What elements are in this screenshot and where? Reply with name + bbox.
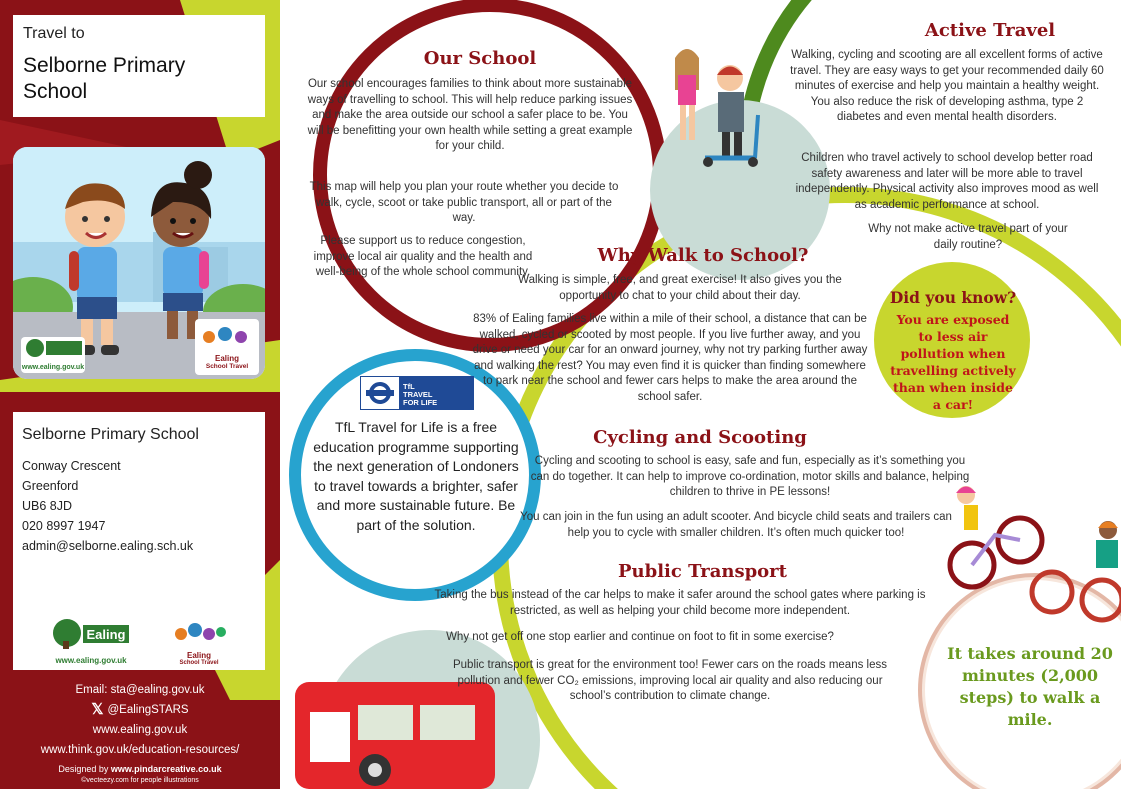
tfl-roundel-icon [361, 377, 399, 409]
contact-website[interactable]: www.ealing.gov.uk [92, 724, 188, 736]
address-school-name: Selborne Primary School [22, 426, 199, 443]
ealing-logo [51, 617, 131, 665]
address-phone: 020 8997 1947 [22, 519, 106, 533]
vecteezy-credit: ©vecteezy.com for people illustrations [81, 777, 199, 784]
why-walk-para-2: 83% of Ealing families live within a mile of their school, a distance that can be walked, cycled or scooted by most people. If you live further away, and you drive or need your car for an onward journey, why not try parking further away and walking the rest? You may even find it is quicker than finding somewhere to park near the school and fewer cars helps to make the area around the school safer. [472, 313, 868, 403]
did-you-know-text: You are exposed to less air pollution when travelling actively than when inside a car! [890, 312, 1016, 412]
address-email[interactable]: admin@selborne.ealing.sch.uk [22, 539, 194, 553]
left-panel-decoration [0, 0, 280, 789]
hero-illustration [13, 147, 265, 379]
svg-text:Ealing: Ealing [86, 627, 126, 642]
walk-a-mile-callout: It takes around 20 minutes (2,000 steps) to walk a mile. [947, 644, 1113, 729]
school-travel-logo-hero [195, 319, 259, 375]
x-logo-icon: 𝕏 [91, 701, 104, 718]
school-title: Selborne Primary School [23, 54, 186, 103]
public-transport-para-3: Public transport is great for the environment too! Fewer cars on the roads means less pollution and fewer CO₂ emissions, improving local air quality and also reducing our school’s contribution to climate change. [452, 659, 887, 703]
school-travel-sub-hero: School Travel [205, 363, 249, 370]
active-travel-para-3: Why not make active travel part of your daily routine? [868, 223, 1068, 251]
cycling-heading: Cycling and Scooting [593, 427, 807, 448]
left-panel [0, 0, 280, 789]
address-box [13, 412, 265, 670]
tfl-logo-line-2: TRAVEL [403, 390, 433, 399]
ealing-logo-url: www.ealing.gov.uk [55, 656, 127, 665]
tfl-logo-line-1: TfL [403, 382, 415, 391]
think-link[interactable]: www.think.gov.uk/education-resources/ [40, 744, 240, 756]
designed-by-prefix: Designed by [58, 764, 111, 774]
active-travel-para-1: Walking, cycling and scooting are all excellent forms of active travel. They are easy ways to get your recommended daily 60 minutes of exercise and help you maintain a healthy weight. You also reduce the risk of developing asthma, type 2 diabetes and even mental health disorders. [790, 49, 1104, 124]
school-travel-logo-sub: School Travel [179, 660, 219, 666]
contact-block [0, 680, 280, 787]
cycling-para-1: Cycling and scooting to school is easy, safe and fun, especially as it’s something you can do together. It can help to improve co-ordination, motor skills and balance, helping children to thrive in PE lessons! [530, 455, 970, 499]
contact-email[interactable]: Email: sta@ealing.gov.uk [75, 684, 205, 696]
public-transport-para-1: Taking the bus instead of the car helps to make it safer around the school gates where parking is restricted, as well as helping your child become more independent. [434, 589, 926, 617]
tfl-logo-text [399, 377, 473, 409]
address-street: Conway Crescent [22, 459, 121, 473]
our-school-heading: Our School [423, 48, 537, 69]
tfl-travel-for-life-logo [360, 376, 474, 410]
our-school-para-2: This map will help you plan your route whether you decide to walk, cycle, scoot or take public transport, all or part of the way. [309, 181, 619, 225]
address-town: Greenford [22, 479, 79, 493]
our-school-para-3: Please support us to reduce congestion, improve local air quality and the health and well-being of the whole school community. [313, 235, 533, 279]
why-walk-heading: Why Walk to School? [597, 245, 809, 266]
tfl-logo-line-3: FOR LIFE [403, 398, 438, 407]
our-school-para-1: Our school encourages families to think about more sustainable ways of travelling to school. This will help reduce parking issues and make the area outside our school a safer place to be. You will be benefitting your own health while setting a great example for your child. [307, 78, 633, 153]
ealing-url-hero: www.ealing.gov.uk [21, 364, 85, 371]
did-you-know-heading: Did you know? [889, 288, 1017, 307]
active-travel-heading: Active Travel [924, 20, 1056, 41]
address-postcode: UB6 8JD [22, 499, 73, 513]
x-handle: @EalingSTARS [107, 704, 189, 716]
school-travel-label-hero: Ealing [214, 354, 239, 363]
title-box [13, 15, 265, 117]
designed-by [0, 763, 280, 775]
x-handle-row[interactable] [0, 700, 280, 720]
cycling-para-2: You can join in the fun using an adult scooter. And bicycle child seats and trailers can help you to cycle with smaller children. It’s often much quicker too! [520, 511, 952, 539]
tfl-description: TfL Travel for Life is a free education programme supporting the next generation of Londoners to travel towards a brighter, safer and more sustainable future. Be part of the solution. [313, 419, 519, 533]
public-transport-heading: Public Transport [618, 561, 787, 582]
school-travel-logo-label: Ealing [186, 651, 211, 660]
why-walk-para-1: Walking is simple, free, and great exercise! It also gives you the opportunity to chat to your child about their day. [518, 274, 842, 302]
title-small: Travel to [23, 25, 85, 42]
ealing-logo-hero [21, 337, 85, 373]
school-travel-logo [171, 616, 227, 666]
public-transport-para-2: Why not get off one stop earlier and continue on foot to fit in some exercise? [446, 631, 834, 643]
designed-by-site[interactable]: www.pindarcreative.co.uk [110, 764, 222, 774]
active-travel-para-2: Children who travel actively to school develop better road safety awareness and later will be more able to travel independently. Physical activity also improves mood as well as academic performance at school. [795, 152, 1099, 211]
